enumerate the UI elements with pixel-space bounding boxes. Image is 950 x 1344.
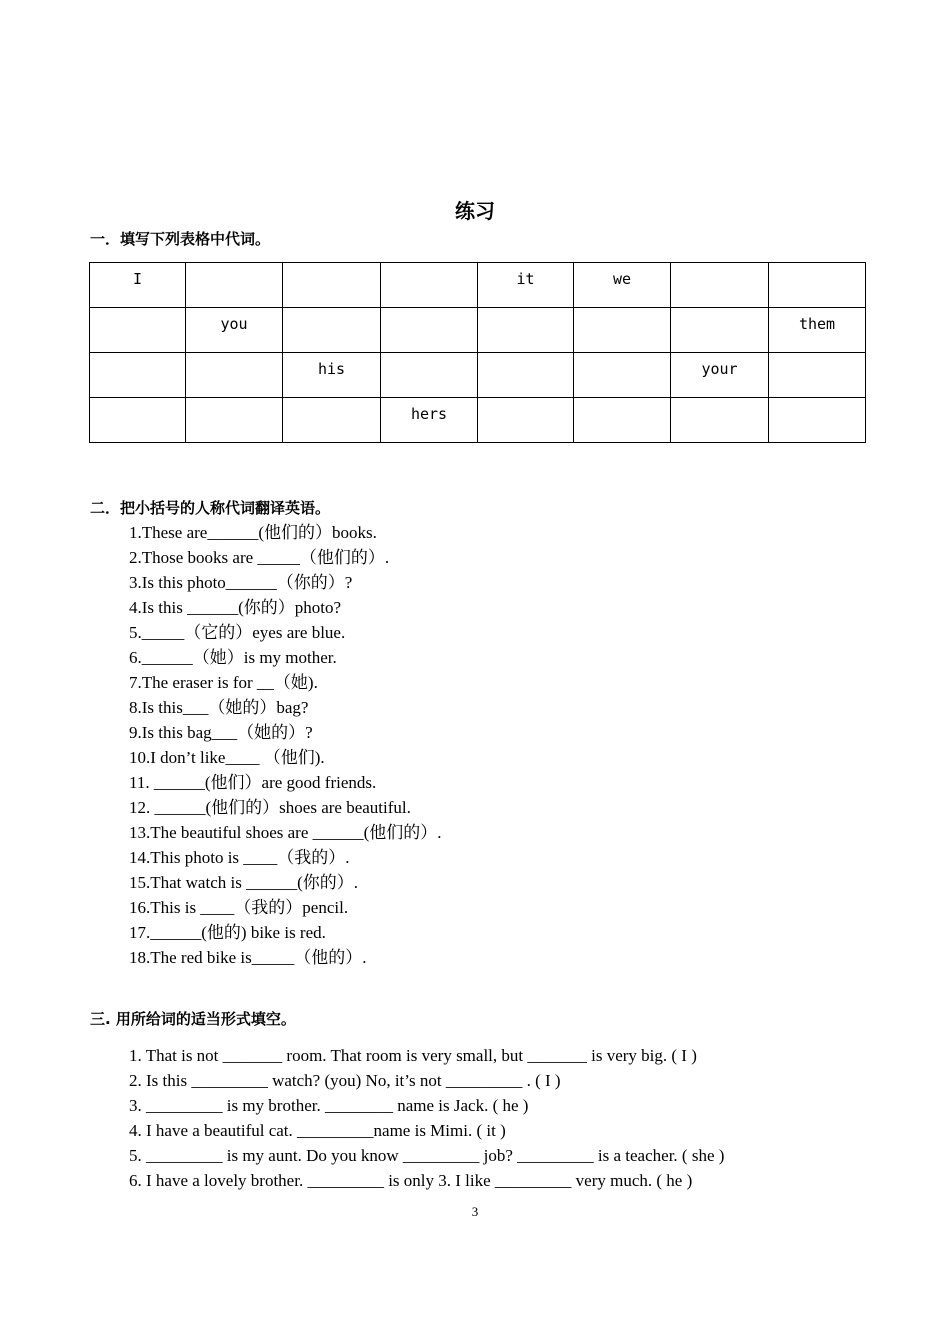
table-cell: you [186,308,283,353]
table-cell [283,398,381,443]
table-cell [769,398,866,443]
page-title: 练习 [455,199,495,223]
list-item: 2.Those books are _____（他们的）. [129,548,390,567]
table-cell [283,263,381,308]
table-cell: it [478,263,574,308]
table-cell [478,398,574,443]
list-item: 9.Is this bag___（她的）? [129,723,313,742]
list-item: 10.I don’t like____ （他们). [129,748,325,767]
table-cell [574,398,671,443]
table-cell: hers [381,398,478,443]
pronoun-table [89,262,866,443]
list-item: 3.Is this photo______（你的）? [129,573,353,592]
table-cell [574,308,671,353]
list-item: 11. ______(他们）are good friends. [129,773,377,792]
list-item: 6. I have a lovely brother. _________ is only 3. I like _________ very much. ( he ) [129,1171,693,1190]
table-cell [574,353,671,398]
list-item: 17.______(他的) bike is red. [129,923,326,942]
list-item: 6.______（她）is my mother. [129,648,337,667]
table-cell [769,263,866,308]
list-item: 5. _________ is my aunt. Do you know _________ job? _________ is a teacher. ( she ) [129,1146,725,1165]
table-cell [381,353,478,398]
table-cell [283,308,381,353]
table-cell [186,263,283,308]
table-cell [381,263,478,308]
table-cell: I [90,263,186,308]
list-item: 2. Is this _________ watch? (you) No, it’s not _________ . ( I ) [129,1071,561,1090]
list-item: 14.This photo is ____（我的）. [129,848,350,867]
table-cell [478,353,574,398]
table-cell [671,398,769,443]
table-cell [769,353,866,398]
list-item: 3. _________ is my brother. ________ name is Jack. ( he ) [129,1096,529,1115]
table-cell: his [283,353,381,398]
table-cell [90,308,186,353]
section-3-heading: 三. 用所给词的适当形式填空。 [90,1010,296,1028]
table-row [90,398,866,443]
table-cell: we [574,263,671,308]
table-cell [186,353,283,398]
table-cell: them [769,308,866,353]
section-3-list [129,1043,724,1193]
table-row [90,308,866,353]
section-2-heading: 二．把小括号的人称代词翻译英语。 [90,499,331,517]
list-item: 18.The red bike is_____（他的）. [129,948,367,967]
list-item: 7.The eraser is for __（她). [129,673,318,692]
list-item: 15.That watch is ______(你的）. [129,873,358,892]
list-item: 1.These are______(他们的）books. [129,523,377,542]
list-item: 1. That is not _______ room. That room is very small, but _______ is very big. ( I ) [129,1046,697,1065]
section-1-heading: 一．填写下列表格中代词。 [90,230,271,248]
list-item: 16.This is ____（我的）pencil. [129,898,349,917]
list-item: 4.Is this ______(你的）photo? [129,598,342,617]
list-item: 12. ______(他们的）shoes are beautiful. [129,798,411,817]
page-number: 3 [471,1204,479,1219]
table-cell [671,308,769,353]
table-cell [90,353,186,398]
table-row [90,263,866,308]
list-item: 13.The beautiful shoes are ______(他们的）. [129,823,442,842]
table-cell [186,398,283,443]
section-2-list [129,520,442,970]
table-cell [381,308,478,353]
table-cell [90,398,186,443]
table-cell [478,308,574,353]
table-row [90,353,866,398]
table-cell: your [671,353,769,398]
list-item: 5._____（它的）eyes are blue. [129,623,346,642]
list-item: 4. I have a beautiful cat. _________name is Mimi. ( it ) [129,1121,506,1140]
table-cell [671,263,769,308]
list-item: 8.Is this___（她的）bag? [129,698,309,717]
